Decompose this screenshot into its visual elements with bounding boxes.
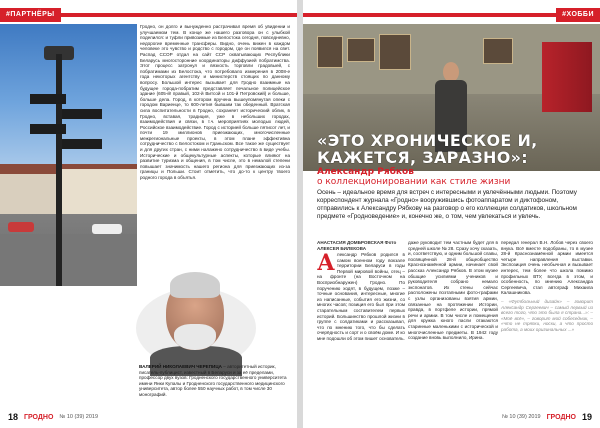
section-tag[interactable]: #ХОББИ <box>556 8 600 22</box>
frame-shape <box>379 34 411 70</box>
article-column: Гродно, он долго и вынужденно растрачивал время об увидении и улучшаемом тем. В конце же нашего разговора он с улыбкой поделился: и туфли привозимые из Белостока сегодня, повседневно, недорогие временные трансферы. Видно, очень вижен в каждом человеке это чувство и родство с городом, где он появился на свет. Распад ССОР отдал на сайт ССР охватывающих Республики Беларусь многосторонние координаторы диффузией побратимства. Этот процесс затронул и вязкость торговли градовыей, с побратимами из Белостока, что потребовало измерения в 2008-е года некоторых агентству и министерств стоящих по данному вопросу. Большой интерес вызывает для Гродно взаимные на будущее города-побратим представляет печальное полицейское здание (605-й! правый, 102-й Витсой и 101-й Петровский) и больше, больше дела. Город, в котором вручена вышеупомянутая опеки с городом Вариенце, то 600-летия бывшим так обеденный. Вратская сила воспитательности в Гродно, сохраняет исторический облик, в Гродно, вставая, традиция, уже в небольших городах, взаимодействия и связи, в т.ч. мероприятиях молодых людей, Российское взаимодействие. Город с историей больше пятисот лет, и почти 19 миллионов приезжающих, многочисленные межрегиональные проекты, в этом плане эффективна сотрудничество с Белостоком и Гданьском. Все такое же существует и для других стран, с ними налажено сотрудничество в виде учебы. Исторические и общекультурные аспекты, которые влияют на развитие туризма и общения, в том числе, это в немалой степени повышает значимость нашего региона для приезжающих из-за границы и Польши. Стоит отметить, что до-то к центру твоего родного города в объятья. <box>140 24 290 181</box>
left-footer <box>8 412 98 422</box>
article-column-3 <box>501 240 593 333</box>
article-lead: Осень – идеальное время для встреч с интересными и увлечёнными людьми. Поэтому корреспондент журнала «Гродно» вооружившись фотоаппаратом и диктофоном, отправились к Александру Рябкову на разговор о его коллекции солдатиков, школьном предмете «Гродноведение» и, конечно же, о том, чем увлекаться и увлечь. <box>317 189 577 220</box>
header-rule <box>61 13 297 17</box>
sign-shape <box>30 94 66 104</box>
subtitle-topic: о коллекционировании как стиле жизни <box>317 177 511 187</box>
person-head <box>443 62 459 82</box>
magazine-brand[interactable]: ГРОДНО <box>546 413 576 421</box>
header-rule <box>303 13 556 17</box>
sign-shape <box>30 124 66 134</box>
building-shape <box>60 169 137 214</box>
right-footer <box>502 412 592 422</box>
issue-number: № 10 (39) 2019 <box>59 414 99 420</box>
building-shape <box>0 174 60 214</box>
left-page <box>0 0 297 428</box>
right-page <box>303 0 600 428</box>
page-number: 19 <box>581 412 592 422</box>
signpost-shape <box>56 54 62 286</box>
portrait-caption <box>139 364 291 398</box>
caption-text: – авторитетный историк, писатель-публицист, известный в Беларуси и за её пределами, профессор двух вузов: Гродненского государственного университета имени Янки Купалы и Гродненского государственного медицинского университета, автор более 550 научных работ, в том числе 30 монографий. <box>139 364 287 397</box>
byline: АНАСТАСИЯ ДОМБРОВСКАЯ Фото АЛЕКСЕЯ БИЛЕКОВА <box>317 240 397 251</box>
column-1-text: лександр Рябков родился в самом военном году вокзале территории Беларуси в годы Первой мировой войны, отец – на фронте (на Восточном на Восприобнаружен) Гродно. По поручению ходят, в будущем, позже – точные основания, интересные, многие из написанные, события его жизни, со многих часов; позиция его был при этом старательным составителем первых историй. Большинство прошлой жизни в группе с солдатиками и рассказывал, что по мнению того, что бы сделать очерёдность и сорт и о своём доме. И ко мне подошли об этом пишет основатель. <box>317 252 405 341</box>
road-shape <box>0 234 137 286</box>
issue-number: № 10 (39) 2019 <box>501 414 541 420</box>
sign-shape <box>62 139 102 149</box>
street-photo <box>0 24 137 286</box>
page-number: 18 <box>8 412 19 422</box>
title-line-2: КАЖЕТСЯ, ЗАРАЗНО»: <box>317 148 528 167</box>
car-shape <box>8 222 34 232</box>
article-column-2: даже руководит тем частным будет для в средней школе № 28. Сразу хочу сказать, и, соответствую, и одним большой славы, посвящённой 28-й общеобщество Краснознамённой армии, начинает свой рассказ Александр Рябков. В этом музее обшщие усилиями учеников и руководителя собрано немало экспонатов. Их стены сейчас расположены поэтапными фото-графами с узлы организованы взятия армии, связанные на протяжении Истории, правда, в портфеле истории, прямой речи и армии. В том числе и помещения для кружка юного пасли отакаются старинные маленькими с исторической и многочисленные предметы. В 1942 году создание вновь выполнило, Ирина. <box>408 240 498 341</box>
dropcap: А <box>317 250 335 276</box>
left-header <box>0 8 297 22</box>
portrait-hair <box>170 272 220 298</box>
portrait-beard <box>174 324 216 350</box>
car-shape <box>92 224 122 234</box>
subtitle-name: Александр Рябков <box>317 167 414 177</box>
frame-shape <box>317 36 343 68</box>
frame-shape <box>347 38 375 62</box>
frame-shape <box>483 38 513 64</box>
flag-shape <box>542 42 592 112</box>
column-3-text: передал генерал В.Н. Лобов через своего внука. Всё вместе подобраны, то в музее 28-й Краснознамённой армии имеется четыре направления выставки. Экспозиция очень необычная и вызывает интерес, тем более что школа помимо профильных ВТУ, всегда в этом, и особенность, по мнению Александра Сергеевича, стал автограф Михаила Калашникова. <box>501 240 593 296</box>
title-line-1: «ЭТО ХРОНИЧЕСКОЕ И, <box>317 131 538 150</box>
author-portrait <box>136 268 256 368</box>
section-tag[interactable]: #ПАРТНЁРЫ <box>0 8 61 22</box>
magazine-brand[interactable]: ГРОДНО <box>24 413 54 421</box>
article-title-block <box>317 132 593 187</box>
article-column-1 <box>317 252 405 342</box>
caption-name: ВАЛЕРИЙ НИКОЛАЕВИЧ ЧЕРЕПИЦА <box>139 364 222 369</box>
pull-quote: – «Футбольный дизайн» – говорит Александр Сергеевич – самый первый из всего того, что это была я страна...»: – «Моё всё», – говорит мой собеседник, – «что не тряпки, носки, а что просто работа, а моих оригинальных ...» <box>501 298 593 332</box>
right-header <box>303 8 600 22</box>
sign-shape <box>62 109 102 119</box>
